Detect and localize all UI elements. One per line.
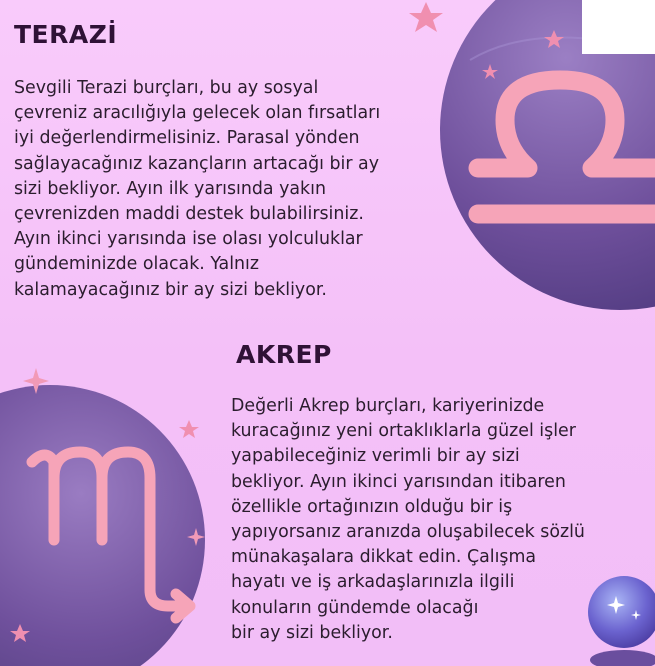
text-line: hayatı ve iş arkadaşlarınızla ilgili	[231, 572, 515, 593]
text-line: sizi bekliyor. Ayın ilk yarısında yakın	[14, 178, 326, 199]
text-line: kuracağınız yeni ortaklıklarla güzel işler	[231, 421, 576, 442]
text-line: yapabileceğiniz verimli bir ay sizi	[231, 446, 520, 467]
section-text-akrep	[231, 394, 651, 646]
text-line: bekliyor. Ayın ikinci yarısından itibaren	[231, 471, 566, 492]
text-line: Değerli Akrep burçları, kariyerinizde	[231, 396, 545, 416]
section-title-terazi: TERAZİ	[14, 20, 118, 49]
text-line: özellikle ortağınızın olduğu bir iş	[231, 496, 513, 517]
text-line: Sevgili Terazi burçları, bu ay sosyal	[14, 78, 319, 98]
text-line: sağlayacağınız kazançların artacağı bir ay	[14, 153, 379, 174]
text-line: çevreniz aracılığıyla gelecek olan fırsatları	[14, 103, 381, 124]
text-line: bir ay sizi bekliyor.	[231, 622, 393, 643]
text-line: münakaşalara dikkat edin. Çalışma	[231, 547, 537, 568]
text-line: iyi değerlendirmelisiniz. Parasal yönden	[14, 128, 360, 149]
text-line: Ayın ikinci yarısında ise olası yolculuklar	[14, 229, 363, 250]
text-line: kalamayacağınız bir ay sizi bekliyor.	[14, 279, 327, 300]
text-line: yapıyorsanız aranızda oluşabilecek sözlü	[231, 522, 585, 543]
corner-blank	[582, 0, 655, 54]
star-icon	[409, 2, 443, 32]
text-line: gündeminizde olacak. Yalnız	[14, 254, 260, 275]
section-text-terazi	[14, 76, 474, 303]
text-line: çevrenizden maddi destek bulabilirsiniz.	[14, 204, 364, 225]
text-line: konuların gündemde olacağı	[231, 597, 479, 618]
star-icon	[179, 420, 199, 438]
section-title-akrep: AKREP	[236, 340, 332, 369]
